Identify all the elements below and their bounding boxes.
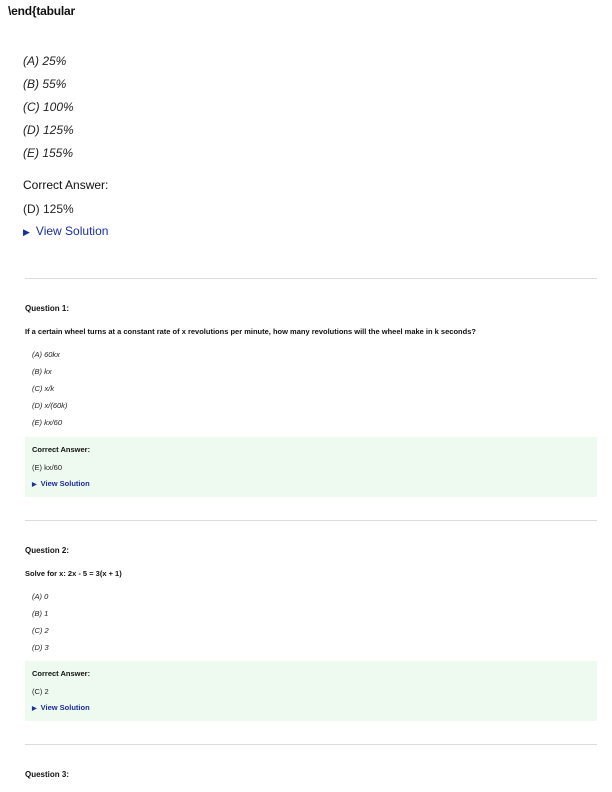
- option-b: (B) kx: [32, 367, 52, 376]
- correct-answer-label: Correct Answer:: [32, 445, 91, 454]
- option-a: (A) 60kx: [32, 350, 60, 359]
- correct-answer-label: Correct Answer:: [32, 669, 91, 678]
- option-c: (C) x/k: [32, 384, 55, 393]
- question-text: If a certain wheel turns at a constant rate of x revolutions per minute, how many revolutions will the wheel make in k seconds?: [25, 327, 476, 336]
- correct-answer-box: [25, 437, 597, 497]
- option-a: (A) 0: [32, 592, 49, 601]
- option-e: (E) kx/60: [32, 418, 63, 427]
- divider: [25, 520, 597, 521]
- option-b: (B) 1: [32, 609, 49, 618]
- correct-answer-value: (E) kx/60: [32, 463, 63, 472]
- triangle-right-icon: ▶: [32, 706, 37, 712]
- option-c: (C) 100%: [23, 100, 74, 114]
- question-title: Question 1:: [25, 304, 70, 313]
- divider: [25, 744, 597, 745]
- correct-answer-box: [25, 661, 597, 721]
- view-solution-link[interactable]: [32, 703, 90, 712]
- correct-answer-value: (D) 125%: [23, 202, 74, 216]
- option-c: (C) 2: [32, 626, 49, 635]
- view-solution-link[interactable]: [23, 224, 108, 238]
- option-d: (D) x/(60k): [32, 401, 68, 410]
- correct-answer-label: Correct Answer:: [23, 178, 109, 192]
- option-e: (E) 155%: [23, 146, 74, 160]
- question-title: Question 3:: [25, 770, 70, 779]
- triangle-right-icon: ▶: [32, 482, 37, 488]
- triangle-right-icon: ▶: [23, 227, 30, 237]
- option-b: (B) 55%: [23, 77, 67, 91]
- view-solution-label: View Solution: [40, 703, 90, 712]
- view-solution-label: View Solution: [35, 224, 109, 238]
- correct-answer-value: (C) 2: [32, 687, 49, 696]
- question-text: Solve for x: 2x - 5 = 3(x + 1): [25, 569, 122, 578]
- question-title: Question 2:: [25, 546, 70, 555]
- view-solution-link[interactable]: [32, 479, 90, 488]
- option-a: (A) 25%: [23, 54, 67, 68]
- view-solution-label: View Solution: [40, 479, 90, 488]
- divider: [25, 278, 597, 279]
- option-d: (D) 3: [32, 643, 49, 652]
- option-d: (D) 125%: [23, 123, 74, 137]
- page-header-text: \end{tabular: [8, 4, 75, 18]
